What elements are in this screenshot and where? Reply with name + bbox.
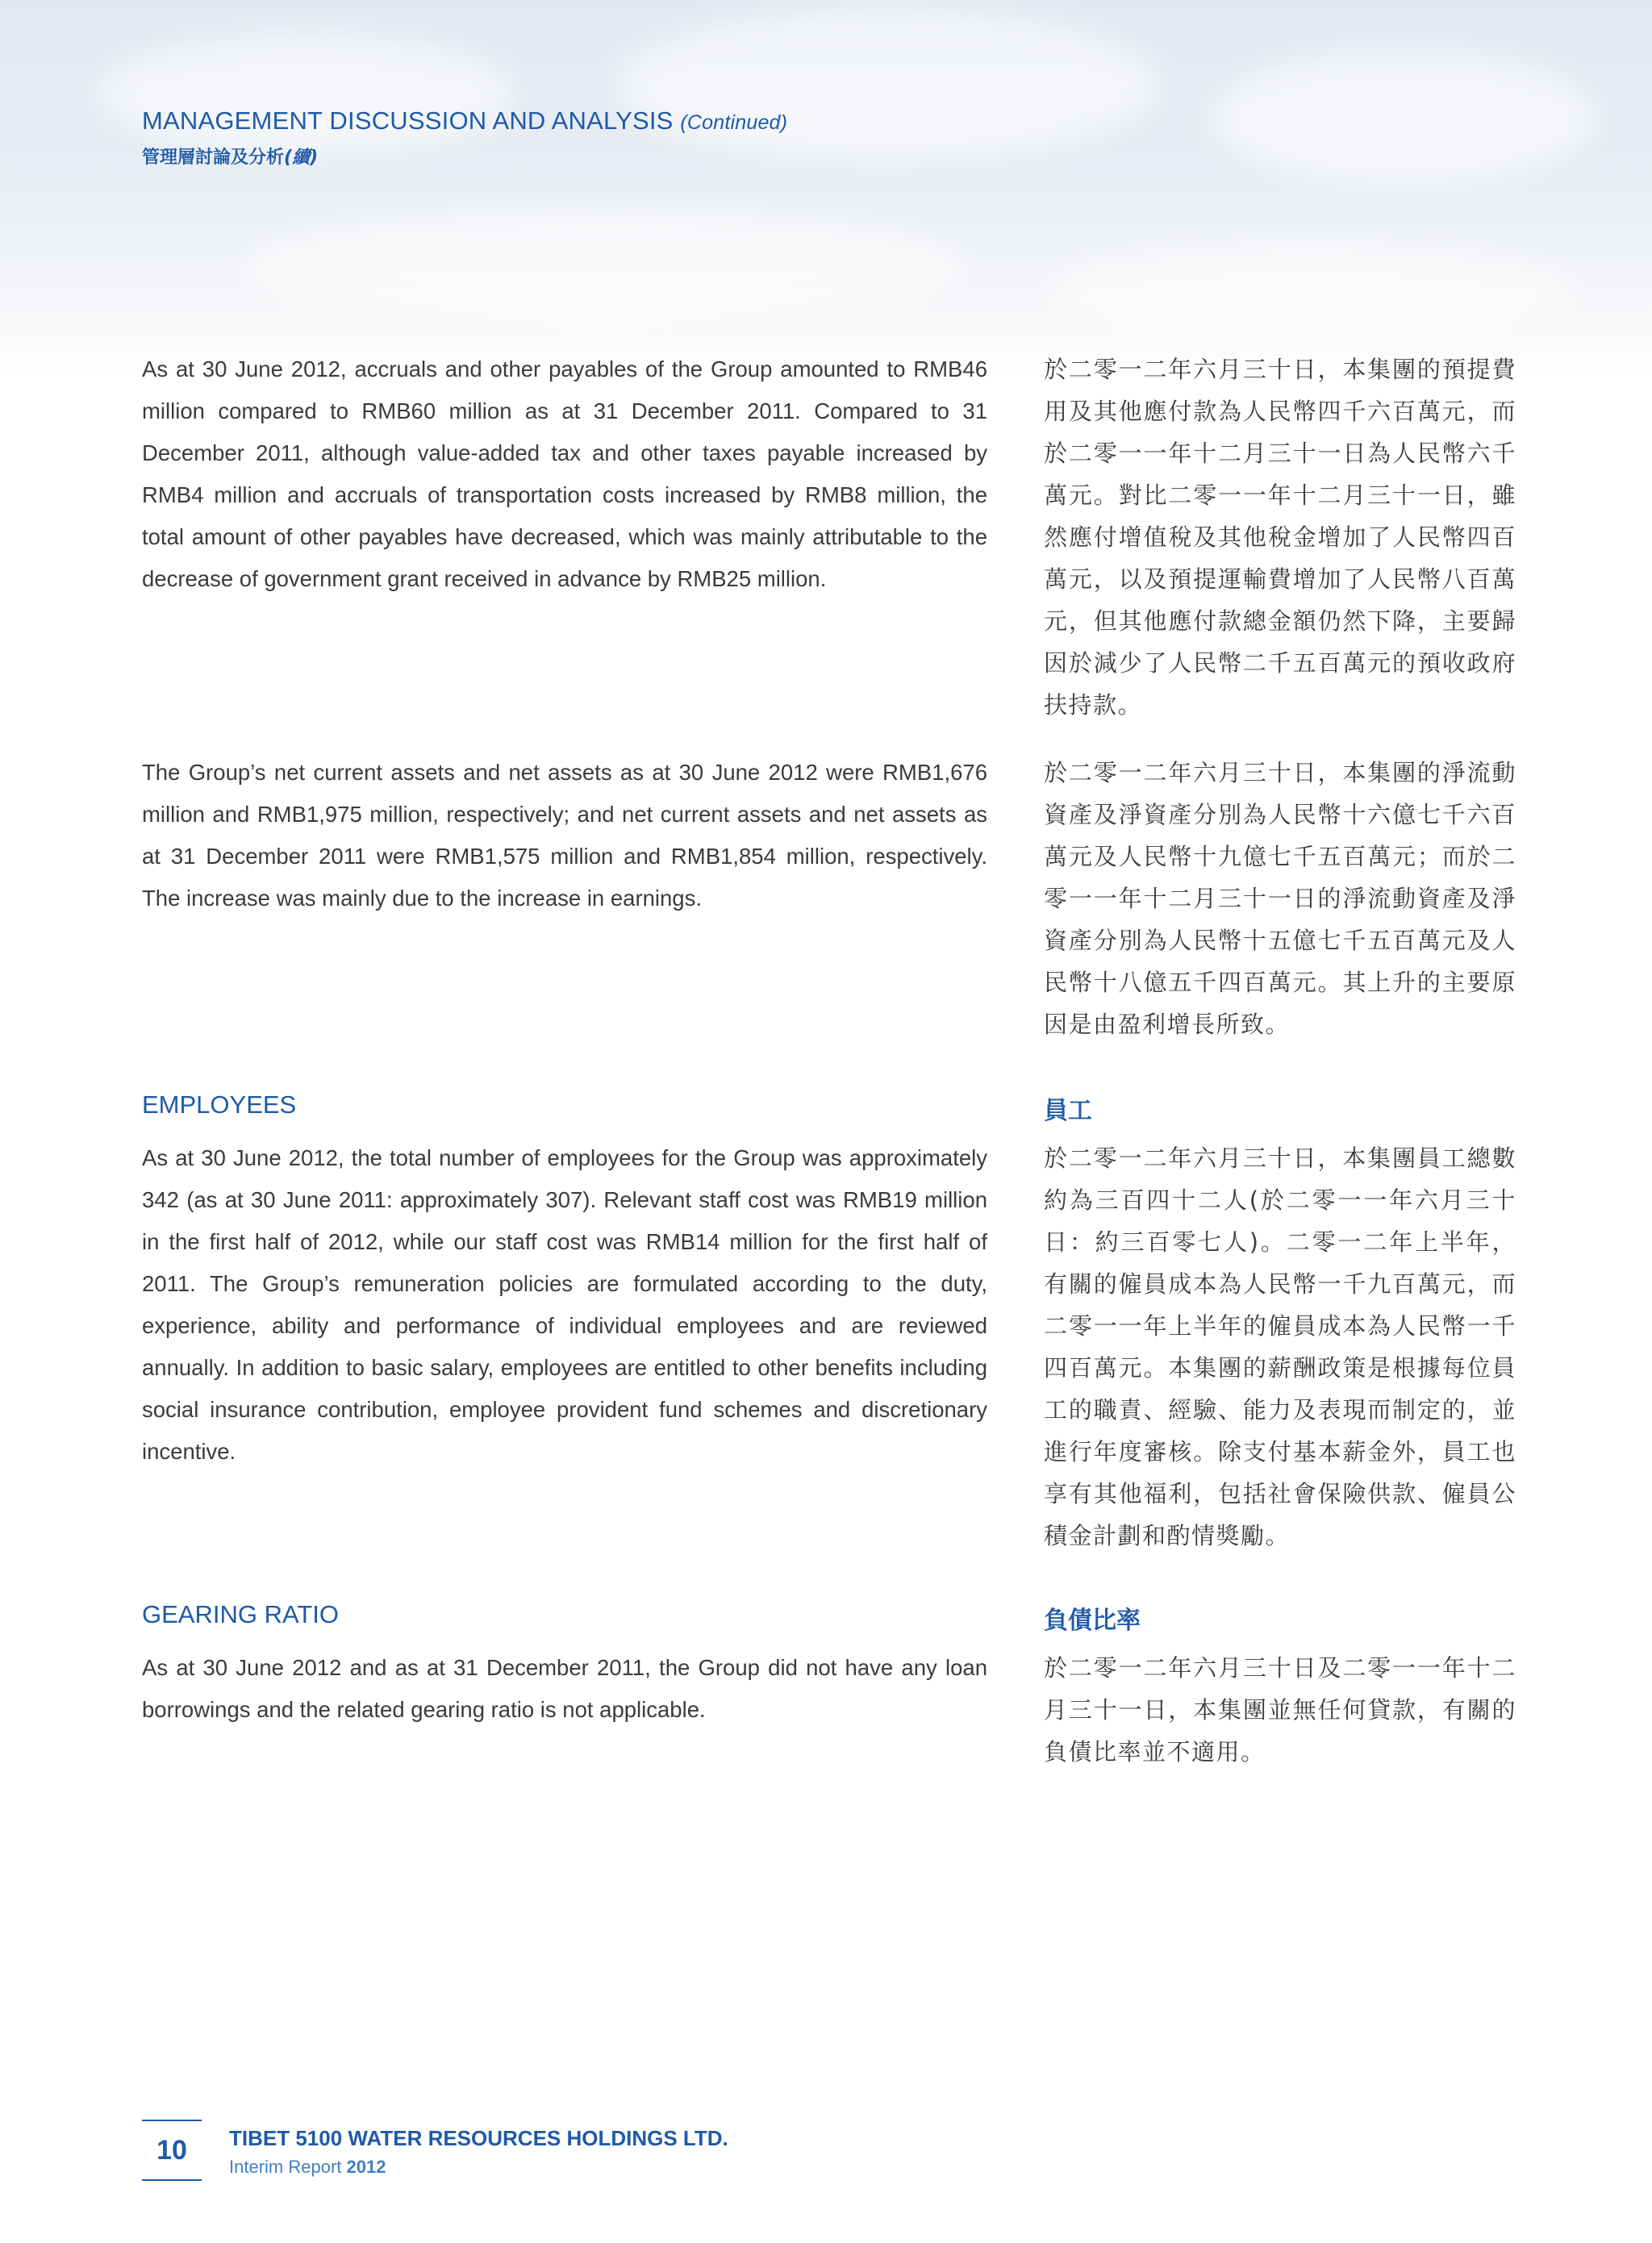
- sky-background: [0, 0, 1652, 379]
- company-name: TIBET 5100 WATER RESOURCES HOLDINGS LTD.: [229, 2126, 728, 2150]
- page-header: [142, 106, 787, 169]
- gearing-heading-zh: 負債比率: [1044, 1607, 1141, 1635]
- net-assets-paragraph-zh: 於二零一二年六月三十日，本集團的淨流動資產及淨資產分別為人民幣十六億七千六百萬元及人民幣十九億七千五百萬元；而於二零一一年十二月三十一日的淨流動資產及淨資產分別為人民幣十五億七千五百萬元及人民幣十八億五千四百萬元。其上升的主要原因是由盈利增長所致。: [1044, 759, 1516, 1038]
- report-label-text: Interim Report: [229, 2157, 342, 2177]
- header-continued: (Continued): [680, 111, 788, 134]
- accruals-paragraph-zh: 於二零一二年六月三十日，本集團的預提費用及其他應付款為人民幣四千六百萬元，而於二零一一年十二月三十一日為人民幣六千萬元。對比二零一一年十二月三十一日，雖然應付增值稅及其他稅金增加了人民幣四百萬元，以及預提運輸費增加了人民幣八百萬元，但其他應付款總金額仍然下降，主要歸因於減少了人民幣二千五百萬元的預收政府扶持款。: [1044, 356, 1516, 719]
- cloud-decoration: [1210, 48, 1597, 186]
- report-label: [229, 2157, 386, 2178]
- header-title-zh-text: 管理層討論及分析: [142, 148, 285, 168]
- employees-paragraph-zh: 於二零一二年六月三十日，本集團員工總數約為三百四十二人(於二零一一年六月三十日：約三百零七人)。二零一二年上半年，有關的僱員成本為人民幣一千九百萬元，而二零一一年上半年的僱員成本為人民幣一千四百萬元。本集團的薪酬政策是根據每位員工的職責、經驗、能力及表現而制定的，並進行年度審核。除支付基本薪金外，員工也享有其他福利，包括社會保險供款、僱員公積金計劃和酌情獎勵。: [1044, 1144, 1516, 1549]
- page-number: 10: [142, 2120, 202, 2181]
- employees-heading-zh: 員工: [1044, 1097, 1092, 1125]
- accruals-paragraph-en: As at 30 June 2012, accruals and other payables of the Group amounted to RMB46 million compared to RMB60 million as at 31 December 2011. Compared to 31 December 2011, although value-added tax and other taxes payable increased by RMB4 million and accruals of transportation costs increased by RMB8 million, the total amount of other payables have decreased, which was mainly attributable to the decrease of government grant received in advance by RMB25 million.: [142, 356, 987, 591]
- report-year: 2012: [346, 2157, 386, 2177]
- net-assets-paragraph-en: The Group’s net current assets and net assets as at 30 June 2012 were RMB1,676 million and RMB1,975 million, respectively; and net current assets and net assets as at 31 December 2011 were RMB1,575 million and RMB1,854 million, respectively. The increase was mainly due to the increase in earnings.: [142, 760, 987, 911]
- cloud-decoration: [242, 210, 968, 323]
- cloud-decoration: [1049, 242, 1573, 339]
- header-title-text: MANAGEMENT DISCUSSION AND ANALYSIS: [142, 106, 674, 135]
- gearing-heading-en: GEARING RATIO: [142, 1600, 340, 1628]
- gearing-paragraph-zh: 於二零一二年六月三十日及二零一一年十二月三十一日，本集團並無任何貸款，有關的負債比率並不適用。: [1044, 1654, 1516, 1766]
- header-title-zh: [142, 144, 787, 169]
- employees-heading-en: EMPLOYEES: [142, 1090, 297, 1119]
- header-continued-zh: (續): [284, 148, 319, 168]
- employees-paragraph-en: As at 30 June 2012, the total number of employees for the Group was approximately 342 (as at 30 June 2011: approximately 307). Relevant staff cost was RMB19 million in the first half of 2012, while our staff cost was RMB14 million for the first half of 2011. The Group’s remuneration policies are formulated according to the duty, experience, ability and performance of individual employees and are reviewed annually. In addition to basic salary, employees are entitled to other benefits including social insurance contribution, employee provident fund schemes and discretionary incentive.: [142, 1145, 987, 1464]
- gearing-paragraph-en: As at 30 June 2012 and as at 31 December 2011, the Group did not have any loan borrowings and the related gearing ratio is not applicable.: [142, 1655, 987, 1722]
- header-title-en: [142, 106, 787, 135]
